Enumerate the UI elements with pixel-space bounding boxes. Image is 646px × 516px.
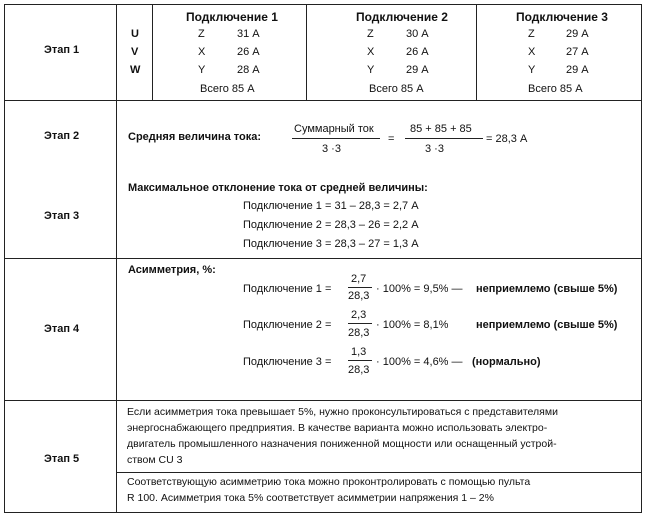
stage-label-2: Этап 2 — [44, 130, 80, 142]
c2-total: Всего 85 А — [369, 83, 424, 95]
c1-total: Всего 85 А — [200, 83, 255, 95]
stage-label-4: Этап 4 — [44, 323, 80, 335]
asym-prefix-3: Подключение 3 = — [243, 356, 332, 368]
rule-inner — [116, 472, 642, 473]
avg-formula-result: = 28,3 А — [486, 133, 528, 145]
avg-formula-num1: Суммарный ток — [294, 123, 374, 135]
avg-formula-den1: 3 ·3 — [322, 143, 341, 155]
asym-num-1: 2,7 — [351, 273, 367, 285]
asym-num-2: 2,3 — [351, 309, 367, 321]
rule-3 — [4, 400, 642, 401]
asym-rest-1: · 100% = 9,5% — — [376, 283, 463, 295]
rule-stage — [116, 4, 117, 513]
avg-fraction-bar-2 — [405, 138, 483, 139]
rule-2 — [4, 258, 642, 259]
phase-u: U — [131, 28, 139, 40]
conn-header-1: Подключение 1 — [186, 10, 278, 24]
asym-fraction-bar-2 — [348, 323, 372, 324]
c3-total: Всего 85 А — [528, 83, 583, 95]
rule-top — [4, 4, 642, 5]
asym-num-3: 1,3 — [351, 346, 367, 358]
rule-phase — [152, 4, 153, 100]
c2-terminal: Z — [367, 28, 374, 40]
asym-rest-3: · 100% = 4,6% — — [376, 356, 463, 368]
avg-formula-num2: 85 + 85 + 85 — [410, 123, 472, 135]
conn-header-3: Подключение 3 — [516, 10, 608, 24]
c1-current: 26 А — [237, 46, 260, 58]
stage-label-1: Этап 1 — [44, 44, 80, 56]
asym-den-2: 28,3 — [348, 327, 370, 339]
c1-current: 28 А — [237, 64, 260, 76]
asymmetry-label: Асимметрия, %: — [128, 264, 216, 276]
avg-current-label: Средняя величина тока: — [128, 131, 261, 143]
avg-fraction-bar-1 — [292, 138, 380, 139]
c3-terminal: Y — [528, 64, 536, 76]
note-2-line-1: Соответствующую асимметрию тока можно проконтролировать с помощью пульта — [127, 476, 531, 488]
c1-terminal: Z — [198, 28, 205, 40]
deviation-line-2: Подключение 2 = 28,3 – 26 = 2,2 А — [243, 219, 419, 231]
conn-header-2: Подключение 2 — [356, 10, 448, 24]
note-1-line-1: Если асимметрия тока превышает 5%, нужно проконсультироваться с представителями — [127, 406, 558, 418]
asym-den-3: 28,3 — [348, 364, 370, 376]
avg-formula-den2: 3 ·3 — [425, 143, 444, 155]
rule-conn2 — [306, 4, 307, 100]
c1-terminal: X — [198, 46, 206, 58]
c3-terminal: Z — [528, 28, 535, 40]
rule-conn3 — [476, 4, 477, 100]
asym-verdict-3: (нормально) — [472, 356, 541, 368]
c2-terminal: Y — [367, 64, 375, 76]
rule-bottom — [4, 512, 642, 513]
c2-current: 26 А — [406, 46, 429, 58]
asym-fraction-bar-3 — [348, 360, 372, 361]
asym-verdict-1: неприемлемо (свыше 5%) — [476, 283, 618, 295]
note-1-line-4: ством CU 3 — [127, 454, 183, 466]
asym-prefix-2: Подключение 2 = — [243, 319, 332, 331]
rule-1 — [4, 100, 642, 101]
stage-label-3: Этап 3 — [44, 210, 80, 222]
asym-fraction-bar-1 — [348, 287, 372, 288]
c2-terminal: X — [367, 46, 375, 58]
deviation-line-1: Подключение 1 = 31 – 28,3 = 2,7 А — [243, 200, 419, 212]
avg-formula-eq: = — [388, 133, 395, 145]
c3-current: 29 А — [566, 28, 589, 40]
note-1-line-3: двигатель промышленного назначения пониженной мощности или оснащенный устрой- — [127, 438, 557, 450]
c1-current: 31 А — [237, 28, 260, 40]
asym-rest-2: · 100% = 8,1% — [376, 319, 449, 331]
c3-current: 29 А — [566, 64, 589, 76]
stage-label-5: Этап 5 — [44, 453, 80, 465]
asym-verdict-2: неприемлемо (свыше 5%) — [476, 319, 618, 331]
c1-terminal: Y — [198, 64, 206, 76]
note-2-line-2: R 100. Асимметрия тока 5% соответствует асимметрии напряжения 1 – 2% — [127, 492, 494, 504]
rule-left — [4, 4, 5, 513]
c3-terminal: X — [528, 46, 536, 58]
c2-current: 29 А — [406, 64, 429, 76]
c2-current: 30 А — [406, 28, 429, 40]
max-deviation-label: Максимальное отклонение тока от средней величины: — [128, 182, 428, 194]
note-1-line-2: энергоснабжающего предприятия. В качестве варианта можно использовать электро- — [127, 422, 548, 434]
asym-den-1: 28,3 — [348, 290, 370, 302]
c3-current: 27 А — [566, 46, 589, 58]
asym-prefix-1: Подключение 1 = — [243, 283, 332, 295]
rule-right — [641, 4, 642, 513]
phase-v: V — [131, 46, 139, 58]
deviation-line-3: Подключение 3 = 28,3 – 27 = 1,3 А — [243, 238, 419, 250]
phase-w: W — [130, 64, 141, 76]
